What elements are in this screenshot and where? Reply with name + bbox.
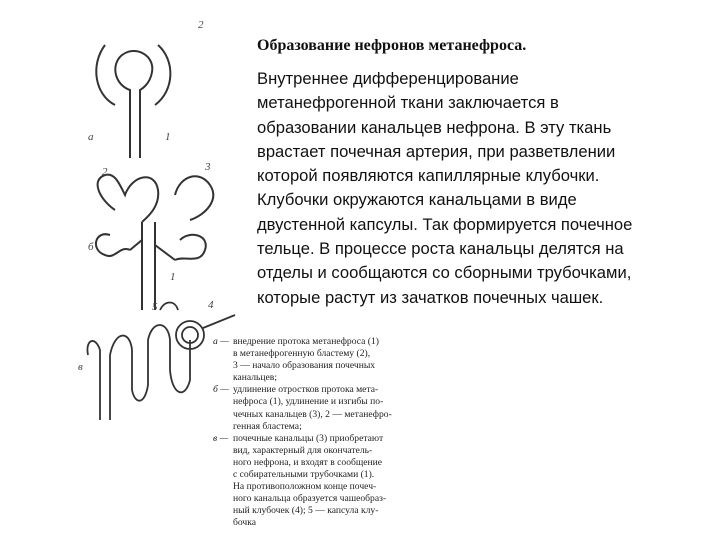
panel-a-drawing — [96, 45, 170, 158]
caption-item-c — [213, 433, 435, 530]
panel-b-num-1: 1 — [170, 271, 176, 283]
figure-caption — [213, 336, 435, 532]
caption-item-b — [213, 384, 435, 432]
panel-c-label: в — [78, 361, 83, 373]
panel-c-num-4: 4 — [208, 299, 214, 311]
panel-b-drawing — [96, 175, 213, 310]
caption-item-a — [213, 336, 435, 384]
panel-a-num-2: 2 — [198, 19, 204, 31]
caption-text-b: удлинение отростков протока мета- нефроса (1), удлинение и изгибы по- чечных канальцев (3), 2 — метанефро- генная бластема; — [233, 384, 392, 432]
panel-b-num-2: 2 — [102, 166, 108, 178]
panel-a-num-1: 1 — [165, 131, 171, 143]
panel-a-label: а — [88, 131, 94, 143]
panel-c-num-5: 5 — [152, 301, 158, 313]
caption-letter-c: в — — [213, 432, 229, 444]
slide-title: Образование нефронов метанефроса. — [257, 37, 527, 54]
panel-b-num-3: 3 — [205, 161, 211, 173]
caption-letter-a: а — — [213, 336, 229, 347]
caption-text-a: внедрение протока метанефроса (1) в метанефрогенную бластему (2), 3 — начало образования почечных канальцев; — [233, 336, 379, 384]
panel-b-label: б — [88, 241, 94, 253]
body-paragraph: Внутреннее дифференцирование метанефрогенной ткани заключается в образовании канальцев нефрона. В эту ткань врастает почечная артерия, при разветвлении которой появляются капиллярные клубочки. Клубочки окружаются канальцами в виде двустенной капсулы. Так формируется почечное тельце. В процессе роста канальцы делятся на отделы и сообщаются со сборными трубочками, которые растут из зачатков почечных чашек. — [257, 69, 633, 307]
caption-letter-b: б — — [213, 384, 229, 396]
caption-text-c: почечные канальцы (3) приобретают вид, характерный для окончатель- ного нефрона, и входят в сообщение с собирательными трубочками (1). На противоположном конце почеч- ного канальца образуется чашеобраз- ный клубочек (4); 5 — капсула клу- бочка — [233, 432, 387, 529]
